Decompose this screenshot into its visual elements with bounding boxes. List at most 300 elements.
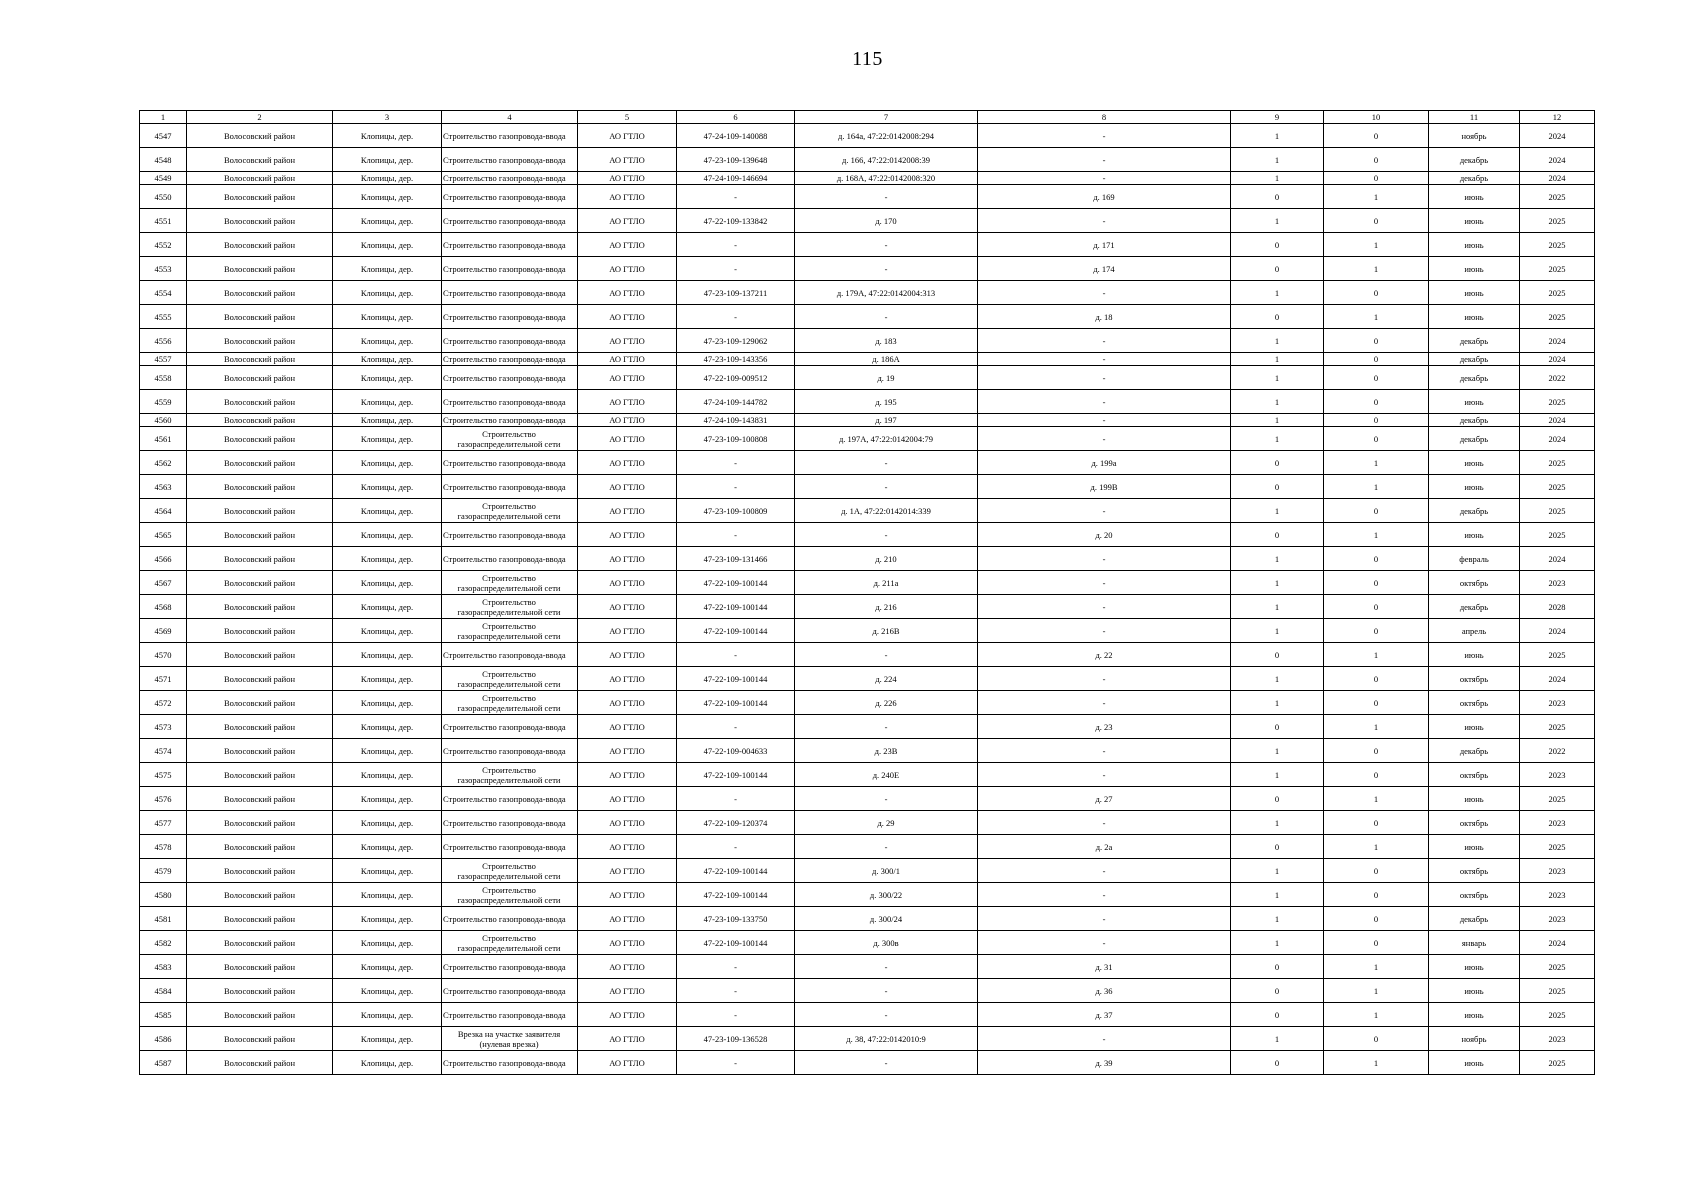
row-number-cell: 4573 [140,715,187,739]
house-address-cell: - [978,739,1231,763]
house-address-cell: - [978,281,1231,305]
house-address-cell: д. 199В [978,475,1231,499]
row-number-cell: 4557 [140,353,187,366]
application-number-cell: 47-22-109-004633 [677,739,795,763]
house-address-cell: д. 39 [978,1051,1231,1075]
application-number-cell: - [677,787,795,811]
settlement-cell: Клопицы, дер. [333,414,442,427]
column-10-cell: 1 [1324,451,1429,475]
column-9-cell: 0 [1231,715,1324,739]
column-10-cell: 0 [1324,763,1429,787]
table-row [140,523,1595,547]
settlement-cell: Клопицы, дер. [333,329,442,353]
column-9-cell: 1 [1231,571,1324,595]
column-9-cell: 1 [1231,907,1324,931]
column-10-cell: 1 [1324,835,1429,859]
organization-cell: АО ГТЛО [578,499,677,523]
month-cell: июнь [1429,390,1520,414]
organization-cell: АО ГТЛО [578,475,677,499]
house-address-cell: - [978,667,1231,691]
year-cell: 2025 [1520,281,1595,305]
year-cell: 2025 [1520,305,1595,329]
cadastral-address-cell: - [795,955,978,979]
house-address-cell: д. 27 [978,787,1231,811]
year-cell: 2024 [1520,329,1595,353]
organization-cell: АО ГТЛО [578,691,677,715]
application-number-cell: 47-22-109-100144 [677,667,795,691]
house-address-cell: - [978,366,1231,390]
cadastral-address-cell: д. 1А, 47:22:0142014:339 [795,499,978,523]
column-10-cell: 0 [1324,859,1429,883]
district-cell: Волосовский район [187,859,333,883]
column-number-cell: 4 [442,111,578,124]
column-10-cell: 0 [1324,571,1429,595]
table-row [140,763,1595,787]
column-number-cell: 12 [1520,111,1595,124]
table-row [140,281,1595,305]
settlement-cell: Клопицы, дер. [333,667,442,691]
cadastral-address-cell: д. 216В [795,619,978,643]
year-cell: 2025 [1520,715,1595,739]
house-address-cell: д. 37 [978,1003,1231,1027]
settlement-cell: Клопицы, дер. [333,305,442,329]
application-number-cell: 47-23-109-143356 [677,353,795,366]
year-cell: 2022 [1520,739,1595,763]
district-cell: Волосовский район [187,281,333,305]
column-9-cell: 1 [1231,859,1324,883]
cadastral-address-cell: д. 300/24 [795,907,978,931]
organization-cell: АО ГТЛО [578,763,677,787]
cadastral-address-cell: - [795,1003,978,1027]
organization-cell: АО ГТЛО [578,955,677,979]
row-number-cell: 4580 [140,883,187,907]
cadastral-address-cell: - [795,1051,978,1075]
application-number-cell: 47-22-109-100144 [677,883,795,907]
column-10-cell: 1 [1324,475,1429,499]
application-number-cell: 47-22-109-009512 [677,366,795,390]
column-number-cell: 11 [1429,111,1520,124]
row-number-cell: 4563 [140,475,187,499]
row-number-cell: 4569 [140,619,187,643]
cadastral-address-cell: д. 19 [795,366,978,390]
work-type-cell: Строительство газопровода-ввода [442,955,578,979]
application-number-cell: - [677,715,795,739]
organization-cell: АО ГТЛО [578,305,677,329]
cadastral-address-cell: - [795,979,978,1003]
column-10-cell: 0 [1324,499,1429,523]
work-type-cell: Строительство газопровода-ввода [442,715,578,739]
column-9-cell: 0 [1231,305,1324,329]
month-cell: июнь [1429,233,1520,257]
year-cell: 2024 [1520,172,1595,185]
work-type-cell: Строительство газораспределительной сети [442,499,578,523]
district-cell: Волосовский район [187,172,333,185]
table-row [140,124,1595,148]
district-cell: Волосовский район [187,124,333,148]
settlement-cell: Клопицы, дер. [333,955,442,979]
column-10-cell: 0 [1324,619,1429,643]
table-row [140,715,1595,739]
year-cell: 2023 [1520,691,1595,715]
district-cell: Волосовский район [187,955,333,979]
settlement-cell: Клопицы, дер. [333,571,442,595]
house-address-cell: - [978,499,1231,523]
row-number-cell: 4553 [140,257,187,281]
house-address-cell: - [978,390,1231,414]
organization-cell: АО ГТЛО [578,931,677,955]
application-number-cell: 47-22-109-100144 [677,859,795,883]
work-type-cell: Строительство газопровода-ввода [442,209,578,233]
work-type-cell: Строительство газопровода-ввода [442,353,578,366]
row-number-cell: 4574 [140,739,187,763]
work-type-cell: Строительство газопровода-ввода [442,1003,578,1027]
column-9-cell: 1 [1231,353,1324,366]
application-number-cell: 47-22-109-100144 [677,931,795,955]
row-number-cell: 4571 [140,667,187,691]
month-cell: октябрь [1429,763,1520,787]
month-cell: декабрь [1429,353,1520,366]
column-10-cell: 0 [1324,691,1429,715]
month-cell: октябрь [1429,571,1520,595]
organization-cell: АО ГТЛО [578,523,677,547]
month-cell: июнь [1429,1051,1520,1075]
cadastral-address-cell: - [795,233,978,257]
column-9-cell: 1 [1231,209,1324,233]
organization-cell: АО ГТЛО [578,547,677,571]
organization-cell: АО ГТЛО [578,859,677,883]
year-cell: 2025 [1520,475,1595,499]
month-cell: февраль [1429,547,1520,571]
table-row [140,1003,1595,1027]
work-type-cell: Строительство газопровода-ввода [442,414,578,427]
settlement-cell: Клопицы, дер. [333,475,442,499]
organization-cell: АО ГТЛО [578,667,677,691]
column-10-cell: 0 [1324,427,1429,451]
organization-cell: АО ГТЛО [578,257,677,281]
table-row [140,883,1595,907]
cadastral-address-cell: д. 195 [795,390,978,414]
work-type-cell: Строительство газопровода-ввода [442,907,578,931]
work-type-cell: Строительство газопровода-ввода [442,124,578,148]
work-type-cell: Строительство газопровода-ввода [442,366,578,390]
settlement-cell: Клопицы, дер. [333,739,442,763]
settlement-cell: Клопицы, дер. [333,209,442,233]
settlement-cell: Клопицы, дер. [333,811,442,835]
year-cell: 2025 [1520,1051,1595,1075]
column-number-cell: 7 [795,111,978,124]
table-row [140,739,1595,763]
application-number-cell: 47-23-109-137211 [677,281,795,305]
table-row [140,835,1595,859]
column-9-cell: 0 [1231,787,1324,811]
column-10-cell: 0 [1324,931,1429,955]
house-address-cell: - [978,619,1231,643]
table-row [140,390,1595,414]
application-number-cell: 47-23-109-100808 [677,427,795,451]
district-cell: Волосовский район [187,233,333,257]
table-row [140,353,1595,366]
month-cell: июнь [1429,451,1520,475]
table-row [140,811,1595,835]
application-number-cell: 47-22-109-100144 [677,595,795,619]
organization-cell: АО ГТЛО [578,883,677,907]
district-cell: Волосовский район [187,787,333,811]
column-10-cell: 1 [1324,643,1429,667]
application-number-cell: 47-22-109-100144 [677,619,795,643]
table-row [140,475,1595,499]
settlement-cell: Клопицы, дер. [333,619,442,643]
cadastral-address-cell: - [795,305,978,329]
work-type-cell: Строительство газопровода-ввода [442,979,578,1003]
year-cell: 2025 [1520,257,1595,281]
work-type-cell: Строительство газораспределительной сети [442,667,578,691]
house-address-cell: - [978,172,1231,185]
column-9-cell: 0 [1231,233,1324,257]
organization-cell: АО ГТЛО [578,209,677,233]
row-number-cell: 4552 [140,233,187,257]
column-9-cell: 1 [1231,667,1324,691]
column-10-cell: 0 [1324,1027,1429,1051]
district-cell: Волосовский район [187,979,333,1003]
house-address-cell: д. 22 [978,643,1231,667]
settlement-cell: Клопицы, дер. [333,148,442,172]
table-row [140,233,1595,257]
month-cell: июнь [1429,1003,1520,1027]
work-type-cell: Строительство газораспределительной сети [442,571,578,595]
work-type-cell: Строительство газораспределительной сети [442,619,578,643]
column-10-cell: 0 [1324,667,1429,691]
settlement-cell: Клопицы, дер. [333,979,442,1003]
table-row [140,427,1595,451]
column-10-cell: 0 [1324,595,1429,619]
settlement-cell: Клопицы, дер. [333,931,442,955]
month-cell: июнь [1429,787,1520,811]
cadastral-address-cell: д. 211а [795,571,978,595]
month-cell: июнь [1429,185,1520,209]
month-cell: июнь [1429,305,1520,329]
district-cell: Волосовский район [187,883,333,907]
work-type-cell: Строительство газопровода-ввода [442,523,578,547]
column-9-cell: 0 [1231,475,1324,499]
column-9-cell: 1 [1231,281,1324,305]
application-number-cell: 47-23-109-136528 [677,1027,795,1051]
column-9-cell: 1 [1231,366,1324,390]
work-type-cell: Строительство газопровода-ввода [442,835,578,859]
column-10-cell: 0 [1324,329,1429,353]
column-number-cell: 2 [187,111,333,124]
column-9-cell: 1 [1231,811,1324,835]
work-type-cell: Строительство газораспределительной сети [442,427,578,451]
cadastral-address-cell: д. 164а, 47:22:0142008:294 [795,124,978,148]
organization-cell: АО ГТЛО [578,811,677,835]
row-number-cell: 4581 [140,907,187,931]
year-cell: 2025 [1520,233,1595,257]
organization-cell: АО ГТЛО [578,366,677,390]
table-row [140,619,1595,643]
house-address-cell: д. 31 [978,955,1231,979]
column-10-cell: 1 [1324,787,1429,811]
year-cell: 2024 [1520,353,1595,366]
settlement-cell: Клопицы, дер. [333,1003,442,1027]
month-cell: декабрь [1429,907,1520,931]
settlement-cell: Клопицы, дер. [333,715,442,739]
month-cell: июнь [1429,715,1520,739]
cadastral-address-cell: д. 300/22 [795,883,978,907]
column-10-cell: 1 [1324,257,1429,281]
column-10-cell: 1 [1324,233,1429,257]
column-10-cell: 1 [1324,979,1429,1003]
district-cell: Волосовский район [187,931,333,955]
month-cell: октябрь [1429,859,1520,883]
row-number-cell: 4566 [140,547,187,571]
year-cell: 2024 [1520,547,1595,571]
settlement-cell: Клопицы, дер. [333,523,442,547]
cadastral-address-cell: д. 210 [795,547,978,571]
year-cell: 2025 [1520,390,1595,414]
organization-cell: АО ГТЛО [578,787,677,811]
column-10-cell: 0 [1324,281,1429,305]
year-cell: 2025 [1520,643,1595,667]
district-cell: Волосовский район [187,715,333,739]
table-row [140,1027,1595,1051]
work-type-cell: Строительство газопровода-ввода [442,185,578,209]
organization-cell: АО ГТЛО [578,1027,677,1051]
settlement-cell: Клопицы, дер. [333,643,442,667]
row-number-cell: 4585 [140,1003,187,1027]
year-cell: 2024 [1520,931,1595,955]
month-cell: декабрь [1429,739,1520,763]
row-number-cell: 4582 [140,931,187,955]
month-cell: октябрь [1429,691,1520,715]
column-9-cell: 0 [1231,643,1324,667]
application-number-cell: 47-23-109-100809 [677,499,795,523]
year-cell: 2023 [1520,907,1595,931]
table-row [140,414,1595,427]
organization-cell: АО ГТЛО [578,907,677,931]
column-10-cell: 0 [1324,883,1429,907]
month-cell: июнь [1429,955,1520,979]
row-number-cell: 4555 [140,305,187,329]
house-address-cell: - [978,811,1231,835]
column-10-cell: 0 [1324,907,1429,931]
organization-cell: АО ГТЛО [578,329,677,353]
organization-cell: АО ГТЛО [578,595,677,619]
district-cell: Волосовский район [187,451,333,475]
house-address-cell: - [978,931,1231,955]
cadastral-address-cell: д. 300/1 [795,859,978,883]
month-cell: декабрь [1429,148,1520,172]
organization-cell: АО ГТЛО [578,353,677,366]
table-row [140,172,1595,185]
column-9-cell: 1 [1231,619,1324,643]
application-number-cell: - [677,475,795,499]
table-row [140,185,1595,209]
year-cell: 2024 [1520,148,1595,172]
settlement-cell: Клопицы, дер. [333,390,442,414]
column-10-cell: 1 [1324,523,1429,547]
year-cell: 2024 [1520,619,1595,643]
cadastral-address-cell: - [795,475,978,499]
settlement-cell: Клопицы, дер. [333,233,442,257]
house-address-cell: - [978,414,1231,427]
month-cell: июнь [1429,835,1520,859]
month-cell: декабрь [1429,172,1520,185]
column-9-cell: 0 [1231,523,1324,547]
cadastral-address-cell: - [795,715,978,739]
row-number-cell: 4567 [140,571,187,595]
district-cell: Волосовский район [187,427,333,451]
work-type-cell: Строительство газопровода-ввода [442,475,578,499]
work-type-cell: Строительство газопровода-ввода [442,305,578,329]
column-9-cell: 0 [1231,185,1324,209]
district-cell: Волосовский район [187,305,333,329]
organization-cell: АО ГТЛО [578,124,677,148]
column-9-cell: 0 [1231,1003,1324,1027]
work-type-cell: Строительство газопровода-ввода [442,547,578,571]
column-10-cell: 1 [1324,305,1429,329]
application-number-cell: 47-24-109-143831 [677,414,795,427]
month-cell: ноябрь [1429,124,1520,148]
district-cell: Волосовский район [187,643,333,667]
application-number-cell: - [677,643,795,667]
year-cell: 2025 [1520,955,1595,979]
cadastral-address-cell: - [795,643,978,667]
column-9-cell: 1 [1231,595,1324,619]
column-10-cell: 1 [1324,715,1429,739]
house-address-cell: д. 174 [978,257,1231,281]
application-number-cell: - [677,1051,795,1075]
row-number-cell: 4554 [140,281,187,305]
month-cell: декабрь [1429,595,1520,619]
work-type-cell: Строительство газораспределительной сети [442,883,578,907]
table-row [140,595,1595,619]
organization-cell: АО ГТЛО [578,1003,677,1027]
column-number-cell: 9 [1231,111,1324,124]
month-cell: апрель [1429,619,1520,643]
month-cell: декабрь [1429,499,1520,523]
cadastral-address-cell: - [795,835,978,859]
year-cell: 2023 [1520,883,1595,907]
organization-cell: АО ГТЛО [578,148,677,172]
house-address-cell: - [978,859,1231,883]
house-address-cell: - [978,907,1231,931]
district-cell: Волосовский район [187,523,333,547]
row-number-cell: 4572 [140,691,187,715]
cadastral-address-cell: д. 216 [795,595,978,619]
cadastral-address-cell: д. 197А, 47:22:0142004:79 [795,427,978,451]
column-10-cell: 1 [1324,1051,1429,1075]
month-cell: июнь [1429,257,1520,281]
house-address-cell: - [978,353,1231,366]
application-number-cell: 47-22-109-100144 [677,571,795,595]
district-cell: Волосовский район [187,475,333,499]
row-number-cell: 4556 [140,329,187,353]
application-number-cell: - [677,257,795,281]
settlement-cell: Клопицы, дер. [333,1027,442,1051]
cadastral-address-cell: д. 224 [795,667,978,691]
settlement-cell: Клопицы, дер. [333,859,442,883]
column-10-cell: 0 [1324,366,1429,390]
house-address-cell: - [978,1027,1231,1051]
column-9-cell: 1 [1231,931,1324,955]
district-cell: Волосовский район [187,353,333,366]
column-9-cell: 1 [1231,739,1324,763]
application-number-cell: - [677,979,795,1003]
house-address-cell: д. 169 [978,185,1231,209]
year-cell: 2028 [1520,595,1595,619]
house-address-cell: д. 20 [978,523,1231,547]
year-cell: 2023 [1520,1027,1595,1051]
